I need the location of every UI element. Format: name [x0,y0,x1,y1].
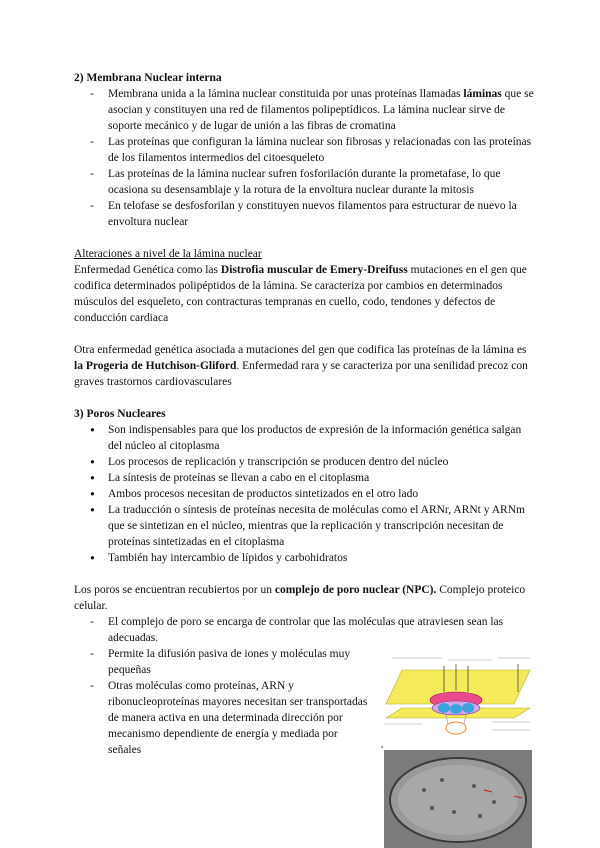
list-item: ● La síntesis de proteínas se llevan a cabo en el citoplasma [74,470,534,486]
list-item: ● Son indispensables para que los productos de expresión de la información genética salgan del núcleo al citoplasma [74,422,534,454]
electron-micrograph [384,750,532,848]
nuclear-pore-diagram [382,652,532,752]
caption-mark: a [381,745,384,750]
section3-heading: 3) Poros Nucleares [74,408,166,420]
npc-paragraph: Los poros se encuentran recubiertos por un complejo de poro nuclear (NPC). Complejo proteico celular. [74,584,526,612]
list-item: - Permite la difusión pasiva de iones y moléculas muy pequeñas [74,646,370,678]
list-item: - El complejo de poro se encarga de controlar que las moléculas que atraviesen sean las adecuadas. [74,614,534,646]
list-item: ● También hay intercambio de lípidos y carbohidratos [74,550,534,566]
list-item: - En telofase se desfosforilan y constituyen nuevos filamentos para estructurar de nuevo la envoltura nuclear [74,198,534,230]
alteraciones-paragraph-2: Otra enfermedad genética asociada a mutaciones del gen que codifica las proteínas de la lámina es la Progeria de Hutchison-Gliford. Enfermedad rara y se caracteriza por una senilidad precoz con graves trastornos cardiovasculares [74,344,528,388]
list-item: ● Los procesos de replicación y transcripción se producen dentro del núcleo [74,454,534,470]
alteraciones-paragraph-1: Enfermedad Genética como las Distrofia muscular de Emery-Dreifuss mutaciones en el gen que codifica determinados polipéptidos de la lámina. Se caracteriza por cambios en determinados músculos del esqueleto, con contracturas tempranas en cuello, codo, tendones y defectos de conducción cardiaca [74,264,527,324]
list-item: - Las proteínas de la lámina nuclear sufren fosforilación durante la prometafase, lo que ocasiona su desensamblaje y la rotura de la envoltura nuclear durante la mitosis [74,166,534,198]
list-item: - Membrana unida a la lámina nuclear constituida por unas proteínas llamadas láminas que se asocian y constituyen una red de filamentos polipeptídicos. La lámina nuclear sirve de soporte mecánico y de lugar de unión a las fibras de cromatina [74,86,534,134]
section3-list [74,422,534,566]
list-item: ● La traducción o síntesis de proteínas necesita de moléculas como el ARNr, ARNt y ARNm que se sintetizan en el núcleo, mientras que la replicación y transcripción necesitan de proteínas sintetizadas en el citoplasma [74,502,534,550]
section2-list [74,86,534,230]
list-item: ● Ambos procesos necesitan de productos sintetizados en el otro lado [74,486,534,502]
list-item: - Otras moléculas como proteínas, ARN y ribonucleoproteínas mayores necesitan ser transportadas de manera activa en una determinada dirección por mecanismo dependiente de energía y mediada por señales [74,678,370,758]
list-item: - Las proteínas que configuran la lámina nuclear son fibrosas y relacionadas con las proteínas de los filamentos intermedios del citoesqueleto [74,134,534,166]
section2-heading: 2) Membrana Nuclear interna [74,72,222,84]
alteraciones-heading: Alteraciones a nivel de la lámina nuclear [74,248,262,260]
